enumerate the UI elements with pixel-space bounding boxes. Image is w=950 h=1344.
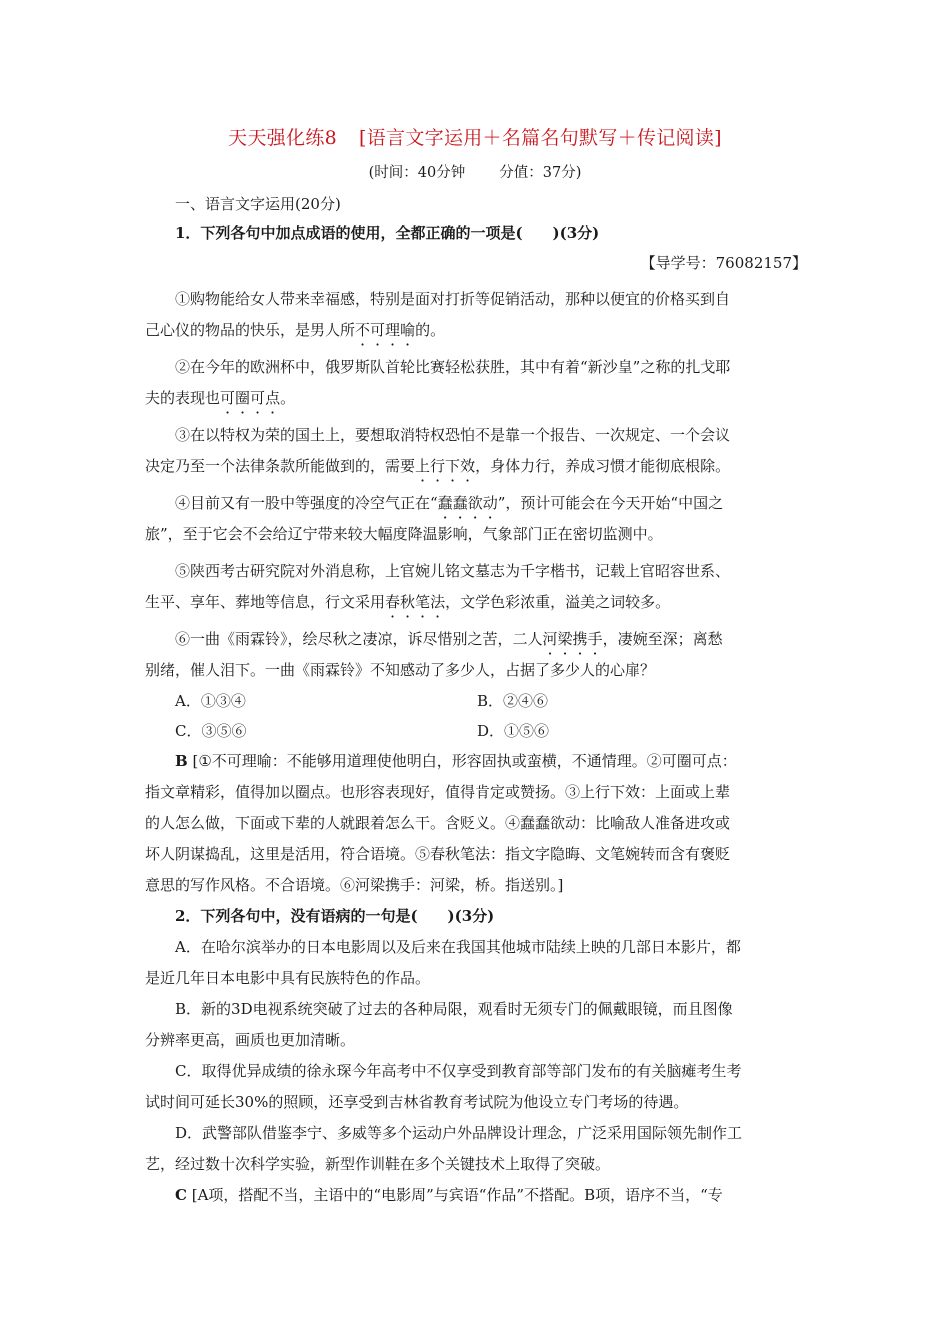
q2-option-c: C．取得优异成绩的徐永琛今年高考中不仅享受到教育部等部门发布的有关脑瘫考生考 试时间可延长30%的照顾，还享受到吉林省教育考试院为他设立专门考场的待遇。 — [145, 1062, 742, 1111]
dotted-idiom: 河梁携手 — [542, 630, 603, 648]
time-limit: (时间：40分钟 — [368, 165, 466, 181]
q2-option-a: A．在哈尔滨举办的日本电影周以及后来在我国其他城市陆续上映的几部日本影片，都 是近几年日本电影中具有民族特色的作品。 — [145, 938, 741, 987]
q1-answer: B [①不可理喻：不能够用道理使他明白，形容固执或蛮横，不通情理。②可圈可点： 指文章精彩，值得加以圈点。也形容表现好，值得肯定或赞扬。③上行下效：上面或上辈 的人怎么做，下面或下辈的人就跟着怎么干。含贬义。④蠢蠢欲动：比喻敌人准备进攻或 坏人阴谋捣乱，这里是活用，符合语境。⑤春秋笔法：指文字隐晦、文笔婉转而含有褒贬 意思的写作风格。不合语境。⑥河梁携手：河梁，桥。指送别。] — [145, 752, 737, 894]
q1-sentence-3: ③在以特权为荣的国土上，要想取消特权恐怕不是靠一个报告、一次规定、一个会议 决定乃至一个法律条款所能做到的，需要上行下效，身体力行，养成习惯才能彻底根除。 — [145, 426, 731, 475]
dotted-idiom: 蠢蠢欲动 — [437, 494, 498, 512]
page-title — [0, 123, 950, 150]
q1-sentence-1: ①购物能给女人带来幸福感，特别是面对打折等促销活动，那种以便宜的价格买到自 己心仪的物品的快乐，是男人所不可理喻的。 — [145, 290, 731, 339]
title-sub: [语言文字运用＋名篇名句默写＋传记阅读] — [359, 127, 722, 149]
section-heading: 一、语言文字运用(20分) — [175, 195, 341, 213]
q2-answer: C [A项，搭配不当，主语中的“电影周”与宾语“作品”不搭配。B项，语序不当，“专 — [175, 1186, 723, 1204]
dotted-idiom: 不可理喻 — [355, 321, 416, 339]
dotted-idiom: 可圈可点 — [220, 389, 281, 407]
q2-option-d: D．武警部队借鉴李宁、多威等多个运动户外品牌设计理念，广泛采用国际领先制作工 艺，经过数十次科学实验，新型作训鞋在多个关键技术上取得了突破。 — [145, 1124, 743, 1173]
q1-sentence-2: ②在今年的欧洲杯中，俄罗斯队首轮比赛轻松获胜，其中有着“新沙皇”之称的扎戈耶 夫的表现也可圈可点。 — [145, 358, 731, 407]
q1-sentence-4: ④目前又有一股中等强度的冷空气正在“蠢蠢欲动”，预计可能会在今天开始“中国之 旅”，至于它会不会给辽宁带来较大幅度降温影响，气象部门正在密切监测中。 — [145, 494, 724, 543]
dotted-idiom: 上行下效 — [415, 457, 476, 475]
q1-options-row-1 — [145, 686, 815, 716]
q1-sentence-5: ⑤陕西考古研究院对外消息称，上官婉儿铭文墓志为千字楷书，记载上官昭容世系、 生平、享年、葬地等信息，行文采用春秋笔法，文学色彩浓重，溢美之词较多。 — [145, 562, 731, 611]
option-b: B．②④⑥ — [477, 692, 549, 710]
total-score: 分值：37分) — [499, 165, 582, 181]
q1-stem: 1．下列各句中加点成语的使用，全都正确的一项是( )(3分) — [175, 224, 600, 242]
option-d: D．①⑤⑥ — [477, 722, 550, 740]
answer-letter: C — [175, 1186, 187, 1204]
exam-meta — [0, 161, 950, 182]
guide-number: 【导学号：76082157】 — [640, 254, 807, 272]
answer-letter: B — [175, 752, 188, 770]
q2-stem: 2．下列各句中，没有语病的一句是( )(3分) — [175, 907, 495, 925]
q1-options-row-2 — [145, 716, 815, 746]
dotted-idiom: 春秋笔法 — [385, 593, 446, 611]
content-body — [145, 190, 815, 1211]
q1-sentence-6: ⑥一曲《雨霖铃》，绘尽秋之凄凉，诉尽惜别之苦，二人河梁携手，凄婉至深；离愁 别绪，催人泪下。一曲《雨霖铃》不知感动了多少人，占据了多少人的心扉？ — [145, 630, 723, 679]
q2-option-b: B．新的3D电视系统突破了过去的各种局限，观看时无须专门的佩戴眼镜，而且图像 分辨率更高，画质也更加清晰。 — [145, 1000, 733, 1049]
option-a: A．①③④ — [175, 692, 246, 710]
title-main: 天天强化练8 — [228, 127, 338, 149]
option-c: C．③⑤⑥ — [175, 722, 247, 740]
